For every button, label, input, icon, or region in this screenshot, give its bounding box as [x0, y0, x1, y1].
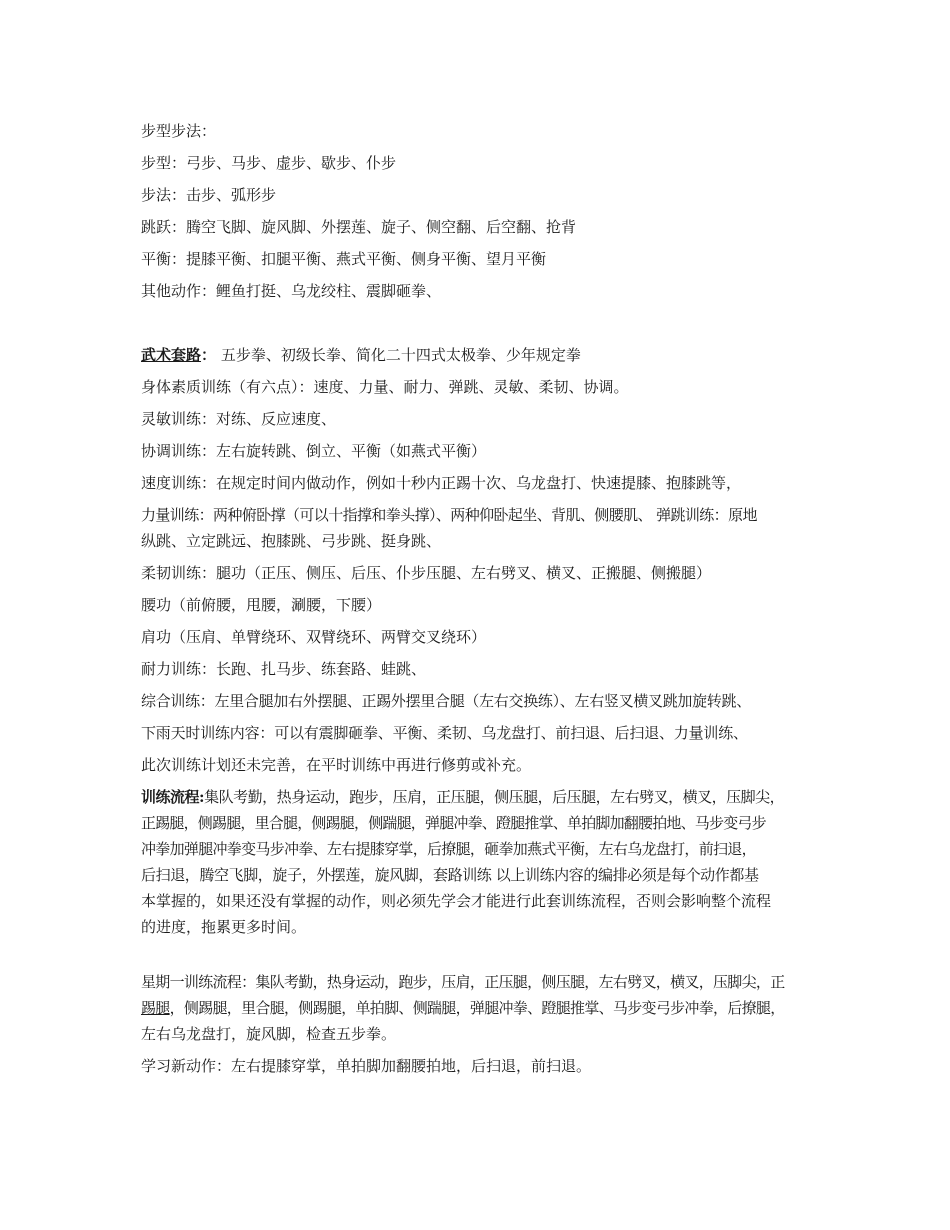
text-other-moves: 其他动作：鲤鱼打挺、乌龙绞柱、震脚砸拳、 — [141, 282, 442, 300]
text-endurance: 耐力训练：长跑、扎马步、练套路、蛙跳、 — [141, 660, 427, 678]
text-strength-a: 力量训练：两种俯卧撑（可以十指撑和拳头撑）、两种仰卧起坐、背肌、侧腰肌、 弹跳训练：原地 — [141, 506, 757, 524]
text-flow-f: 的进度，拖累更多时间。 — [141, 918, 307, 936]
flow-heading: 训练流程 — [141, 788, 200, 806]
text-flow-e: 本掌握的，如果还没有掌握的动作，则必须先学会才能进行此套训练流程，否则会影响整个流程 — [141, 892, 772, 910]
text-balance: 平衡：提膝平衡、扣腿平衡、燕式平衡、侧身平衡、望月平衡 — [141, 250, 547, 268]
text-new-moves: 学习新动作：左右提膝穿掌，单拍脚加翻腰拍地，后扫退，前扫退。 — [141, 1057, 592, 1075]
monday-underlined-word: 踢腿 — [141, 999, 170, 1017]
text-flow-a — [141, 787, 816, 807]
text-flow-b: 正踢腿，侧踢腿，里合腿，侧踢腿，侧踹腿，弹腿冲拳、蹬腿推掌、单拍脚加翻腰拍地、马步变弓步 — [141, 814, 766, 832]
text-monday-b — [141, 998, 816, 1018]
text-combined: 综合训练：左里合腿加右外摆腿、正踢外摆里合腿（左右交换练）、左右竖叉横叉跳加旋转跳、 — [141, 692, 751, 710]
monday-line-b: ，侧踢腿，里合腿，侧踢腿，单拍脚、侧踹腿，弹腿冲拳、蹬腿推掌、马步变弓步冲拳，后撩腿， — [169, 999, 785, 1017]
text-waist: 腰功（前俯腰，甩腰，涮腰，下腰） — [141, 596, 382, 614]
text-shoulder: 肩功（压肩、单臂绕环、双臂绕环、两臂交叉绕环） — [141, 628, 487, 646]
text-plan-note: 此次训练计划还未完善，在平时训练中再进行修剪或补充。 — [141, 756, 532, 774]
text-agility: 灵敏训练：对练、反应速度、 — [141, 410, 337, 428]
text-routines — [141, 345, 816, 365]
text-flow-d: 后扫退，腾空飞脚，旋子，外摆莲，旋风脚，套路训练 以上训练内容的编排必须是每个动作都基 — [141, 866, 759, 884]
text-rainy-day: 下雨天时训练内容：可以有震脚砸拳、平衡、柔韧、乌龙盘打、前扫退、后扫退、力量训练、 — [141, 724, 748, 742]
text-flexibility: 柔韧训练：腿功（正压、侧压、后压、仆步压腿、左右劈叉、横叉、正搬腿、侧搬腿） — [141, 564, 712, 582]
flow-colon: : — [199, 788, 205, 806]
text-coordination: 协调训练：左右旋转跳、倒立、平衡（如燕式平衡） — [141, 442, 487, 460]
routines-list: 五步拳、初级长拳、简化二十四式太极拳、少年规定拳 — [220, 346, 581, 364]
text-strength-b: 纵跳、立定跳远、抱膝跳、弓步跳、挺身跳、 — [141, 532, 442, 550]
routines-heading: 武术套路 — [141, 346, 202, 364]
flow-line-a: 集队考勤，热身运动，跑步，压肩，正压腿，侧压腿，后压腿，左右劈叉，横叉，压脚尖， — [204, 788, 785, 806]
text-monday-c: 左右乌龙盘打，旋风脚，检查五步拳。 — [141, 1025, 397, 1043]
text-stances: 步型：弓步、马步、虚步、歇步、仆步 — [141, 154, 397, 172]
text-speed: 速度训练：在规定时间内做动作，例如十秒内正踢十次、乌龙盘打、快速提膝、抱膝跳等， — [141, 474, 742, 492]
text-footwork: 步法：击步、弧形步 — [141, 186, 277, 204]
text-monday-a: 星期一训练流程：集队考勤，热身运动，跑步，压肩，正压腿，侧压腿，左右劈叉，横叉，压脚尖，正 — [141, 973, 785, 991]
routines-colon: ： — [201, 346, 217, 364]
heading-stance-footwork: 步型步法： — [141, 122, 217, 140]
text-physical-training: 身体素质训练（有六点）：速度、力量、耐力、弹跳、灵敏、柔韧、协调。 — [141, 378, 629, 396]
text-flow-c: 冲拳加弹腿冲拳变马步冲拳、左右提膝穿掌，后撩腿，砸拳加燕式平衡，左右乌龙盘打，前扫退， — [141, 840, 756, 858]
text-jumps: 跳跃：腾空飞脚、旋风脚、外摆莲、旋子、侧空翻、后空翻、抢背 — [141, 218, 577, 236]
